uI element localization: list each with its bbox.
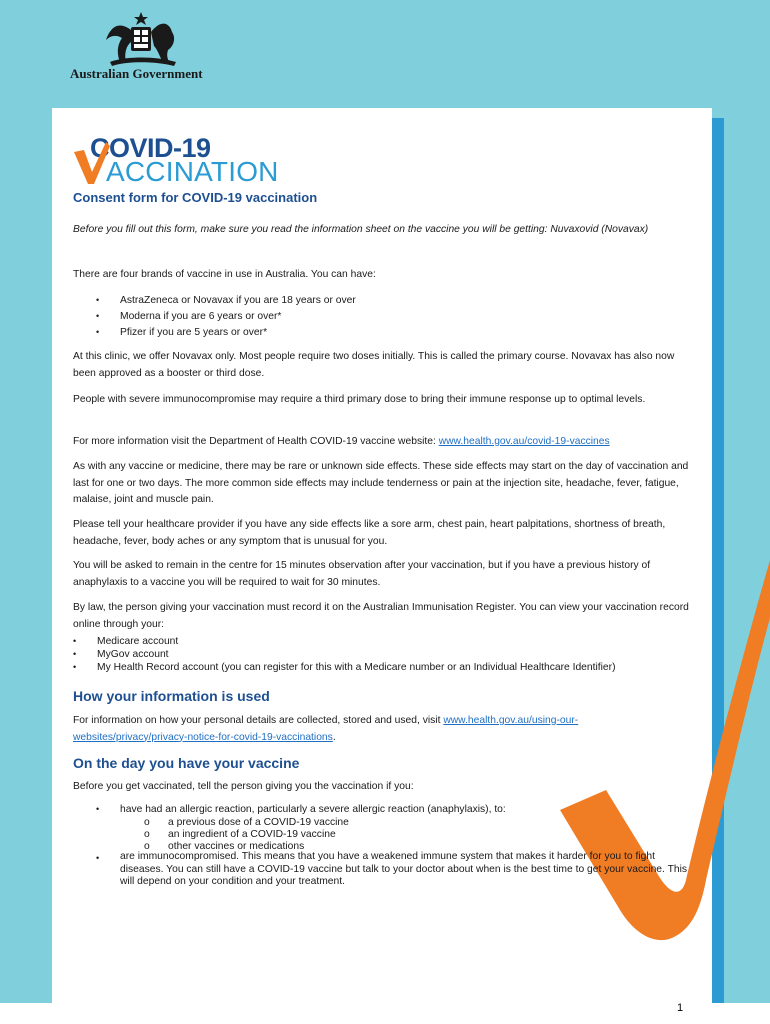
immuno-paragraph: People with severe immunocompromise may require a third primary dose to bring their immune response up to optimal levels.: [73, 394, 646, 405]
list-item-text: AstraZeneca or Novavax if you are 18 years or over: [120, 295, 356, 306]
sub-bullet-icon: o: [144, 829, 150, 840]
before-list: [96, 802, 696, 891]
list-item-text: are immunocompromised. This means that you have a weakened immune system that makes it harder for you to fight diseases. You can still have a COVID-19 vaccine but talk to your doctor about when is the best time to get your vaccine. This will depend on your condition and your treatment.: [120, 851, 688, 887]
bullet-icon: •: [73, 649, 77, 659]
org-name: Australian Government: [70, 66, 203, 81]
logo-line1: COVID-19: [90, 133, 211, 163]
bullet-icon: •: [96, 853, 100, 863]
bullet-icon: •: [96, 327, 100, 337]
bullet-icon: •: [73, 636, 77, 646]
page-number: 1: [677, 1002, 684, 1014]
list-item-text: have had an allergic reaction, particularly a severe allergic reaction (anaphylaxis), to:: [120, 804, 506, 815]
list-item-text: Moderna if you are 6 years or over*: [120, 311, 282, 322]
clinic-paragraph: At this clinic, we offer Novavax only. Most people require two doses initially. This is called the primary course. Novavax has also now been approved as a booster or third dose.: [73, 351, 675, 379]
list-item: [96, 802, 696, 815]
list-item-text: Pfizer if you are 5 years or over*: [120, 327, 268, 338]
law-paragraph: By law, the person giving your vaccination must record it on the Australian Immunisation Register. You can view your vaccination record online through your:: [73, 602, 689, 630]
before-paragraph: Before you get vaccinated, tell the person giving you the vaccination if you:: [73, 781, 414, 792]
covid-vaccination-logo: [72, 134, 282, 186]
more-info-text: For more information visit the Department of Health COVID-19 vaccine website:: [73, 436, 439, 447]
sub-list-item: [96, 839, 696, 851]
intro-text: Before you fill out this form, make sure you read the information sheet on the vaccine you will be getting: Nuvaxovid (Novavax): [73, 224, 649, 235]
bullet-icon: •: [96, 311, 100, 321]
privacy-suffix: .: [332, 731, 336, 743]
privacy-link-part2[interactable]: websites/privacy/privacy-notice-for-covid-19-vaccinations: [73, 731, 333, 743]
tell-provider-paragraph: Please tell your healthcare provider if you have any side effects like a sore arm, chest pain, heart palpitations, shortness of breath, headache, fever, body aches or any symptom that is unusual for you.: [73, 519, 666, 547]
sub-list-item: [96, 815, 696, 827]
bullet-icon: •: [96, 295, 100, 305]
privacy-link-part1[interactable]: www.health.gov.au/using-our-: [443, 715, 579, 726]
sub-list-item-text: an ingredient of a COVID-19 vaccine: [168, 829, 336, 840]
list-item-text: My Health Record account (you can register for this with a Medicare number or an Individual Healthcare Identifier): [97, 662, 616, 673]
logo-line2: ACCINATION: [106, 156, 279, 187]
section-heading-day: On the day you have your vaccine: [73, 755, 300, 771]
more-info-paragraph: [73, 434, 693, 451]
page-title: Consent form for COVID-19 vaccination: [73, 190, 318, 205]
section-heading-info: How your information is used: [73, 688, 270, 704]
list-item-text: Medicare account: [97, 636, 179, 647]
bullet-icon: •: [73, 662, 77, 672]
list-item: [96, 851, 696, 891]
privacy-paragraph: [73, 713, 693, 746]
sub-list-item-text: other vaccines or medications: [168, 841, 305, 852]
list-item-text: MyGov account: [97, 649, 169, 660]
sub-list-item: [96, 827, 696, 839]
bullet-icon: •: [96, 804, 100, 814]
sub-bullet-icon: o: [144, 841, 150, 852]
sub-bullet-icon: o: [144, 817, 150, 828]
sub-list-item-text: a previous dose of a COVID-19 vaccine: [168, 817, 349, 828]
observation-paragraph: You will be asked to remain in the centre for 15 minutes observation after your vaccination, but if you have a previous history of anaphylaxis to a vaccine you will be required to wait for 30 minutes.: [73, 560, 651, 588]
brands-intro: There are four brands of vaccine in use in Australia. You can have:: [73, 269, 376, 280]
vaccine-website-link[interactable]: www.health.gov.au/covid-19-vaccines: [438, 436, 610, 447]
privacy-text: For information on how your personal details are collected, stored and used, visit: [73, 715, 444, 726]
side-effects-paragraph: As with any vaccine or medicine, there may be rare or unknown side effects. These side effects may start on the day of vaccination and last for one or two days. The more common side effects may include tenderness or pain at the injection site, headache, fever, fatigue, malaise, joint and muscle pain.: [73, 461, 689, 505]
